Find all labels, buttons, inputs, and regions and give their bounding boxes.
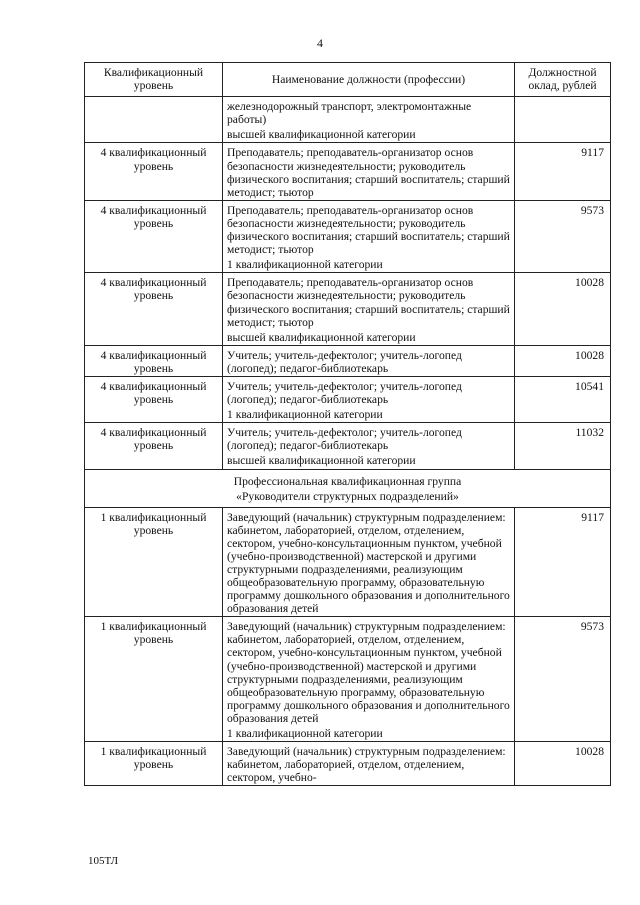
salary-cell: 10028 bbox=[515, 345, 611, 376]
position-cell bbox=[223, 423, 515, 469]
position-cell bbox=[223, 273, 515, 345]
position-cell bbox=[223, 97, 515, 143]
table-row-continuation bbox=[85, 97, 611, 143]
category-text: высшей квалификационной категории bbox=[227, 128, 416, 142]
salary-cell: 9117 bbox=[515, 507, 611, 617]
header-salary: Должностной оклад, рублей bbox=[515, 63, 611, 97]
salary-cell: 10028 bbox=[515, 742, 611, 786]
level-cell bbox=[85, 97, 223, 143]
level-cell: 4 квалификационный уровень bbox=[85, 273, 223, 345]
header-position: Наименование должности (профессии) bbox=[223, 63, 515, 97]
table-row bbox=[85, 507, 611, 617]
group-header-row bbox=[85, 469, 611, 507]
salary-cell: 10028 bbox=[515, 273, 611, 345]
position-text: железнодорожный транспорт, электромонтажные работы) bbox=[227, 100, 472, 127]
position-text: Заведующий (начальник) структурным подразделением: кабинетом, лабораторией, отделом, отделением, сектором, учебно-консультационным пунктом, учебной (учебно-производственной) мастерской и другими структурными подразделениями, реализующим общеобразовательную программу, образовательную программу дошкольного образования и дополнительного образования детей bbox=[227, 510, 510, 616]
position-text: Преподаватель; преподаватель-организатор основ безопасности жизнедеятельности; руководитель физического воспитания; старший воспитатель; старший методист; тьютор bbox=[227, 203, 510, 257]
table-header-row bbox=[85, 63, 611, 97]
salary-cell: 10541 bbox=[515, 376, 611, 422]
page-number: 4 bbox=[317, 36, 323, 50]
position-cell bbox=[223, 143, 515, 200]
position-text: Учитель; учитель-дефектолог; учитель-логопед (логопед); педагог-библиотекарь bbox=[227, 426, 462, 453]
group-title-line1: Профессиональная квалификационная группа bbox=[233, 474, 462, 488]
level-cell: 4 квалификационный уровень bbox=[85, 345, 223, 376]
level-cell: 4 квалификационный уровень bbox=[85, 200, 223, 272]
category-text: высшей квалификационной категории bbox=[227, 330, 416, 344]
category-text: высшей квалификационной категории bbox=[227, 454, 416, 468]
position-text: Заведующий (начальник) структурным подразделением: кабинетом, лабораторией, отделом, отделением, сектором, учебно-консультационным пунктом, учебной (учебно-производственной) мастерской и другими структурными подразделениями, реализующим общеобразовательную программу, образовательную программу дошкольного образования и дополнительного образования детей bbox=[227, 620, 510, 725]
category-text: 1 квалификационной категории bbox=[227, 727, 383, 741]
position-cell bbox=[223, 376, 515, 422]
position-cell bbox=[223, 742, 515, 786]
category-text: 1 квалификационной категории bbox=[227, 408, 383, 422]
position-cell bbox=[223, 617, 515, 742]
table-row bbox=[85, 423, 611, 469]
salary-cell: 9117 bbox=[515, 143, 611, 200]
header-level: Квалификационный уровень bbox=[85, 63, 223, 97]
position-cell bbox=[223, 345, 515, 376]
position-cell bbox=[223, 507, 515, 617]
salary-table bbox=[84, 62, 611, 786]
table-row bbox=[85, 200, 611, 272]
table-row bbox=[85, 273, 611, 345]
salary-cell: 11032 bbox=[515, 423, 611, 469]
table-row bbox=[85, 742, 611, 786]
position-text: Преподаватель; преподаватель-организатор основ безопасности жизнедеятельности; руководитель физического воспитания; старший воспитатель; старший методист; тьютор bbox=[227, 276, 510, 329]
group-title-line2: «Руководители структурных подразделений» bbox=[236, 489, 459, 503]
document-code: 105ТЛ bbox=[88, 855, 119, 867]
position-cell bbox=[223, 200, 515, 272]
table-row bbox=[85, 345, 611, 376]
table-row bbox=[85, 617, 611, 742]
level-cell: 4 квалификационный уровень bbox=[85, 423, 223, 469]
salary-cell bbox=[515, 97, 611, 143]
table-row bbox=[85, 143, 611, 200]
position-text: Учитель; учитель-дефектолог; учитель-логопед (логопед); педагог-библиотекарь bbox=[227, 379, 462, 407]
position-text: Учитель; учитель-дефектолог; учитель-логопед (логопед); педагог-библиотекарь bbox=[227, 348, 462, 375]
table-row bbox=[85, 376, 611, 422]
salary-cell: 9573 bbox=[515, 617, 611, 742]
group-title-cell bbox=[85, 469, 611, 507]
category-text: 1 квалификационной категории bbox=[227, 258, 383, 272]
salary-cell: 9573 bbox=[515, 200, 611, 272]
level-cell: 1 квалификационный уровень bbox=[85, 617, 223, 742]
level-cell: 1 квалификационный уровень bbox=[85, 742, 223, 786]
position-text: Заведующий (начальник) структурным подразделением: кабинетом, лабораторией, отделом, отделением, сектором, учебно- bbox=[227, 745, 506, 785]
position-text: Преподаватель; преподаватель-организатор основ безопасности жизнедеятельности; руководитель физического воспитания; старший воспитатель; старший методист; тьютор bbox=[227, 146, 510, 199]
level-cell: 4 квалификационный уровень bbox=[85, 143, 223, 200]
level-cell: 4 квалификационный уровень bbox=[85, 376, 223, 422]
level-cell: 1 квалификационный уровень bbox=[85, 507, 223, 617]
